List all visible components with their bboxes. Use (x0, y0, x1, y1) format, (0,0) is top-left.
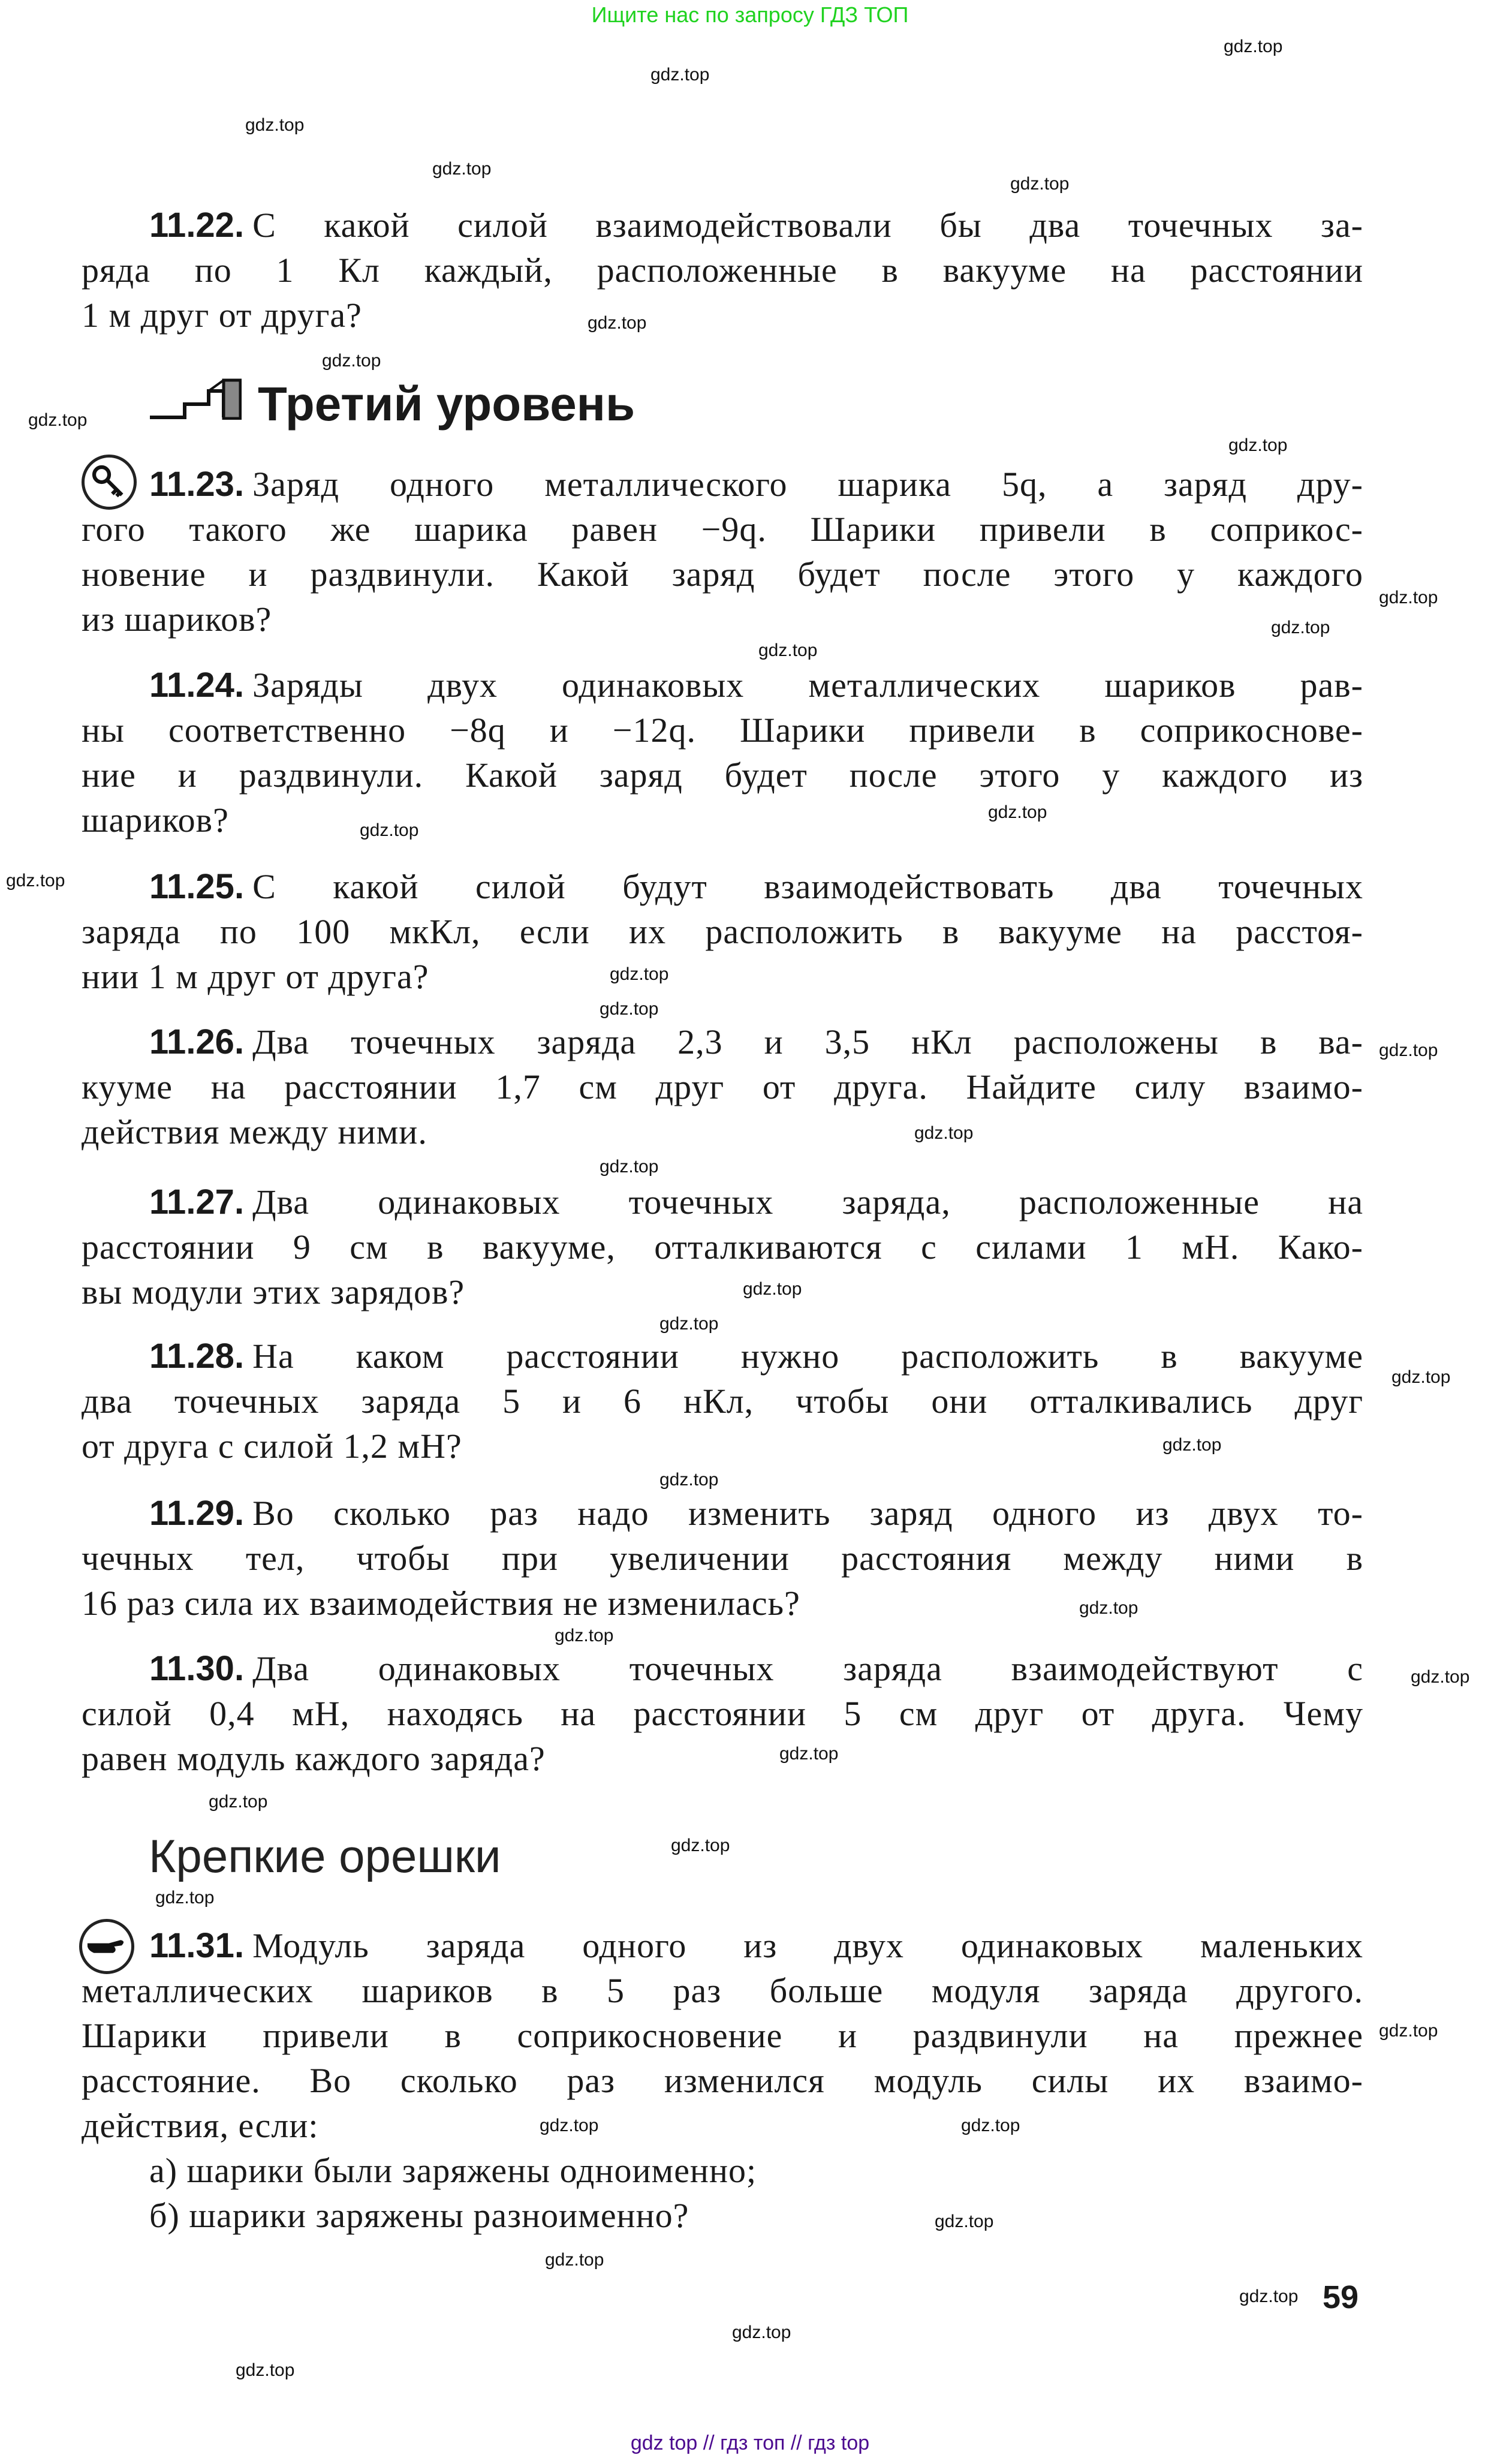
problem-line (82, 2013, 1363, 2058)
problem-1129 (82, 1491, 1363, 1626)
watermark: gdz.top (600, 1157, 659, 1177)
watermark: gdz.top (1224, 37, 1283, 56)
search-banner[interactable]: Ищите нас по запросу ГДЗ ТОП (591, 2, 909, 27)
problem-1127 (82, 1180, 1363, 1314)
problem-line (82, 1536, 1363, 1581)
page-number: 59 (1323, 2279, 1359, 2315)
problem-line (82, 203, 1363, 248)
problem-number: 11.23. (149, 465, 245, 504)
problem-line (82, 1225, 1363, 1269)
watermark: gdz.top (600, 999, 659, 1019)
problem-line (82, 753, 1363, 798)
problem-line (82, 708, 1363, 753)
problem-text: Два точечных заряда 2,3 и 3,5 нКл расположены в ва- (252, 1022, 1363, 1061)
watermark: gdz.top (28, 410, 88, 430)
watermark: gdz.top (1379, 2021, 1438, 2041)
watermark: gdz.top (545, 2250, 604, 2270)
problem-line (82, 597, 1363, 642)
problem-line (82, 798, 1363, 843)
problem-line (82, 1379, 1363, 1424)
problem-text: металлических шариков в 5 раз больше модуля заряда другого. (82, 1971, 1363, 2010)
problem-text: действия, если: (82, 2106, 319, 2145)
problem-line (82, 462, 1363, 507)
problem-line (82, 1064, 1363, 1109)
watermark: gdz.top (659, 1314, 719, 1334)
watermark: gdz.top (1391, 1367, 1451, 1387)
footer-links[interactable]: gdz top // гдз топ // гдз top (630, 2432, 870, 2454)
problem-text: Заряд одного металлического шарика 5q, а заряд дру- (252, 465, 1363, 504)
problem-line (82, 1968, 1363, 2013)
watermark: gdz.top (758, 640, 818, 660)
watermark: gdz.top (732, 2322, 791, 2342)
problem-1131 (82, 1923, 1363, 2238)
problem-text: новение и раздвинули. Какой заряд будет после этого у каждого (82, 555, 1363, 594)
problem-text: Во сколько раз надо изменить заряд одного из двух то- (252, 1494, 1363, 1533)
watermark: gdz.top (935, 2212, 994, 2231)
problem-1124 (82, 663, 1363, 843)
problem-text: Два одинаковых точечных заряда взаимодействуют с (252, 1649, 1363, 1688)
problem-line (82, 1180, 1363, 1225)
problem-line (82, 663, 1363, 708)
problem-text: шариков? (82, 801, 229, 840)
problem-text: 16 раз сила их взаимодействия не изменилась? (82, 1584, 800, 1623)
problem-text: гого такого же шарика равен −9q. Шарики привели в соприкос- (82, 510, 1363, 549)
problem-number: 11.29. (149, 1494, 245, 1533)
problem-line (82, 1923, 1363, 1968)
problem-1130 (82, 1646, 1363, 1781)
problem-text: ние и раздвинули. Какой заряд будет после этого у каждого из (82, 756, 1363, 795)
problem-text: нии 1 м друг от друга? (82, 957, 429, 996)
watermark: gdz.top (743, 1279, 802, 1299)
watermark: gdz.top (1079, 1598, 1138, 1618)
problem-line (82, 1334, 1363, 1379)
watermark: gdz.top (6, 871, 65, 890)
problem-text: расстояние. Во сколько раз изменился модуль силы их взаимо- (82, 2061, 1363, 2100)
problem-line (82, 2058, 1363, 2103)
problem-text: два точечных заряда 5 и 6 нКл, чтобы они отталкивались друг (82, 1382, 1363, 1421)
problem-number: 11.24. (149, 666, 245, 705)
problem-text: из шариков? (82, 600, 272, 639)
section-heading-tough-nuts: Крепкие орешки (149, 1830, 501, 1882)
problem-line (82, 954, 1363, 999)
problem-text: вы модули этих зарядов? (82, 1272, 465, 1311)
watermark: gdz.top (1239, 2287, 1299, 2306)
problem-text: силой 0,4 мН, находясь на расстоянии 5 см друг от друга. Чему (82, 1694, 1363, 1733)
problem-text: На каком расстоянии нужно расположить в вакууме (252, 1337, 1363, 1376)
problem-number: 11.31. (149, 1926, 245, 1965)
watermark: gdz.top (650, 65, 710, 85)
watermark: gdz.top (610, 964, 669, 984)
problem-line (82, 1019, 1363, 1064)
watermark: gdz.top (209, 1792, 268, 1812)
problem-text: ряда по 1 Кл каждый, расположенные в вакууме на расстоянии (82, 251, 1363, 290)
problem-1126 (82, 1019, 1363, 1154)
problem-line (82, 552, 1363, 597)
problem-subitem: а) шарики были заряжены одноименно; (149, 2151, 757, 2190)
problem-line (82, 1646, 1363, 1691)
stairs-icon (149, 378, 242, 420)
problem-1123 (82, 462, 1363, 642)
problem-text: Заряды двух одинаковых металлических шариков рав- (252, 666, 1363, 705)
problem-number: 11.25. (149, 867, 245, 906)
problem-line (82, 507, 1363, 552)
problem-number: 11.22. (149, 206, 245, 245)
problem-number: 11.27. (149, 1183, 245, 1222)
problem-1125 (82, 864, 1363, 999)
problem-text: расстоянии 9 см в вакууме, отталкиваются с силами 1 мН. Како- (82, 1228, 1363, 1266)
watermark: gdz.top (555, 1626, 614, 1645)
watermark: gdz.top (1271, 618, 1330, 637)
watermark: gdz.top (671, 1836, 730, 1855)
problem-line (82, 1581, 1363, 1626)
watermark: gdz.top (1379, 588, 1438, 607)
problem-subitem: б) шарики заряжены разноименно? (149, 2196, 689, 2235)
watermark: gdz.top (1228, 435, 1288, 455)
problem-line (82, 864, 1363, 909)
section-heading-level3: Третий уровень (258, 377, 635, 431)
watermark: gdz.top (588, 313, 647, 333)
watermark: gdz.top (1411, 1667, 1470, 1687)
problem-line (82, 1269, 1363, 1314)
watermark: gdz.top (540, 2116, 599, 2135)
problem-text: Модуль заряда одного из двух одинаковых маленьких (252, 1926, 1363, 1965)
problem-text: ны соответственно −8q и −12q. Шарики привели в соприкоснове- (82, 711, 1363, 750)
problem-text: 1 м друг от друга? (82, 296, 362, 335)
problem-text: Шарики привели в соприкосновение и раздвинули на прежнее (82, 2016, 1363, 2055)
problem-text: равен модуль каждого заряда? (82, 1739, 546, 1778)
watermark: gdz.top (1010, 174, 1070, 194)
watermark: gdz.top (988, 802, 1047, 822)
problem-line (82, 1109, 1363, 1154)
problem-line (82, 1491, 1363, 1536)
watermark: gdz.top (432, 159, 492, 179)
watermark: gdz.top (961, 2116, 1020, 2135)
problem-line (82, 1691, 1363, 1736)
problem-line (82, 248, 1363, 293)
watermark: gdz.top (155, 1888, 215, 1908)
watermark: gdz.top (322, 351, 381, 371)
problem-line (82, 293, 1363, 338)
watermark: gdz.top (779, 1744, 839, 1764)
problem-text: С какой силой будут взаимодействовать два точечных (252, 867, 1363, 906)
problem-text: действия между ними. (82, 1112, 427, 1151)
watermark: gdz.top (914, 1123, 974, 1143)
problem-number: 11.30. (149, 1649, 245, 1688)
problem-line (82, 2103, 1363, 2148)
watermark: gdz.top (659, 1470, 719, 1490)
watermark: gdz.top (245, 115, 305, 135)
problem-text: С какой силой взаимодействовали бы два точечных за- (252, 206, 1363, 245)
watermark: gdz.top (1379, 1040, 1438, 1060)
watermark: gdz.top (360, 820, 419, 840)
watermark: gdz.top (1162, 1435, 1222, 1455)
watermark: gdz.top (236, 2360, 295, 2380)
problem-1122 (82, 203, 1363, 338)
problem-line (82, 909, 1363, 954)
problem-text: Два одинаковых точечных заряда, расположенные на (252, 1183, 1363, 1222)
problem-text: кууме на расстоянии 1,7 см друг от друга. Найдите силу взаимо- (82, 1067, 1363, 1106)
problem-number: 11.26. (149, 1022, 245, 1061)
problem-line (82, 1736, 1363, 1781)
problem-text: от друга с силой 1,2 мН? (82, 1427, 462, 1466)
problem-number: 11.28. (149, 1337, 245, 1376)
problem-text: заряда по 100 мкКл, если их расположить в вакууме на расстоя- (82, 912, 1363, 951)
problem-text: чечных тел, чтобы при увеличении расстояния между ними в (82, 1539, 1363, 1578)
